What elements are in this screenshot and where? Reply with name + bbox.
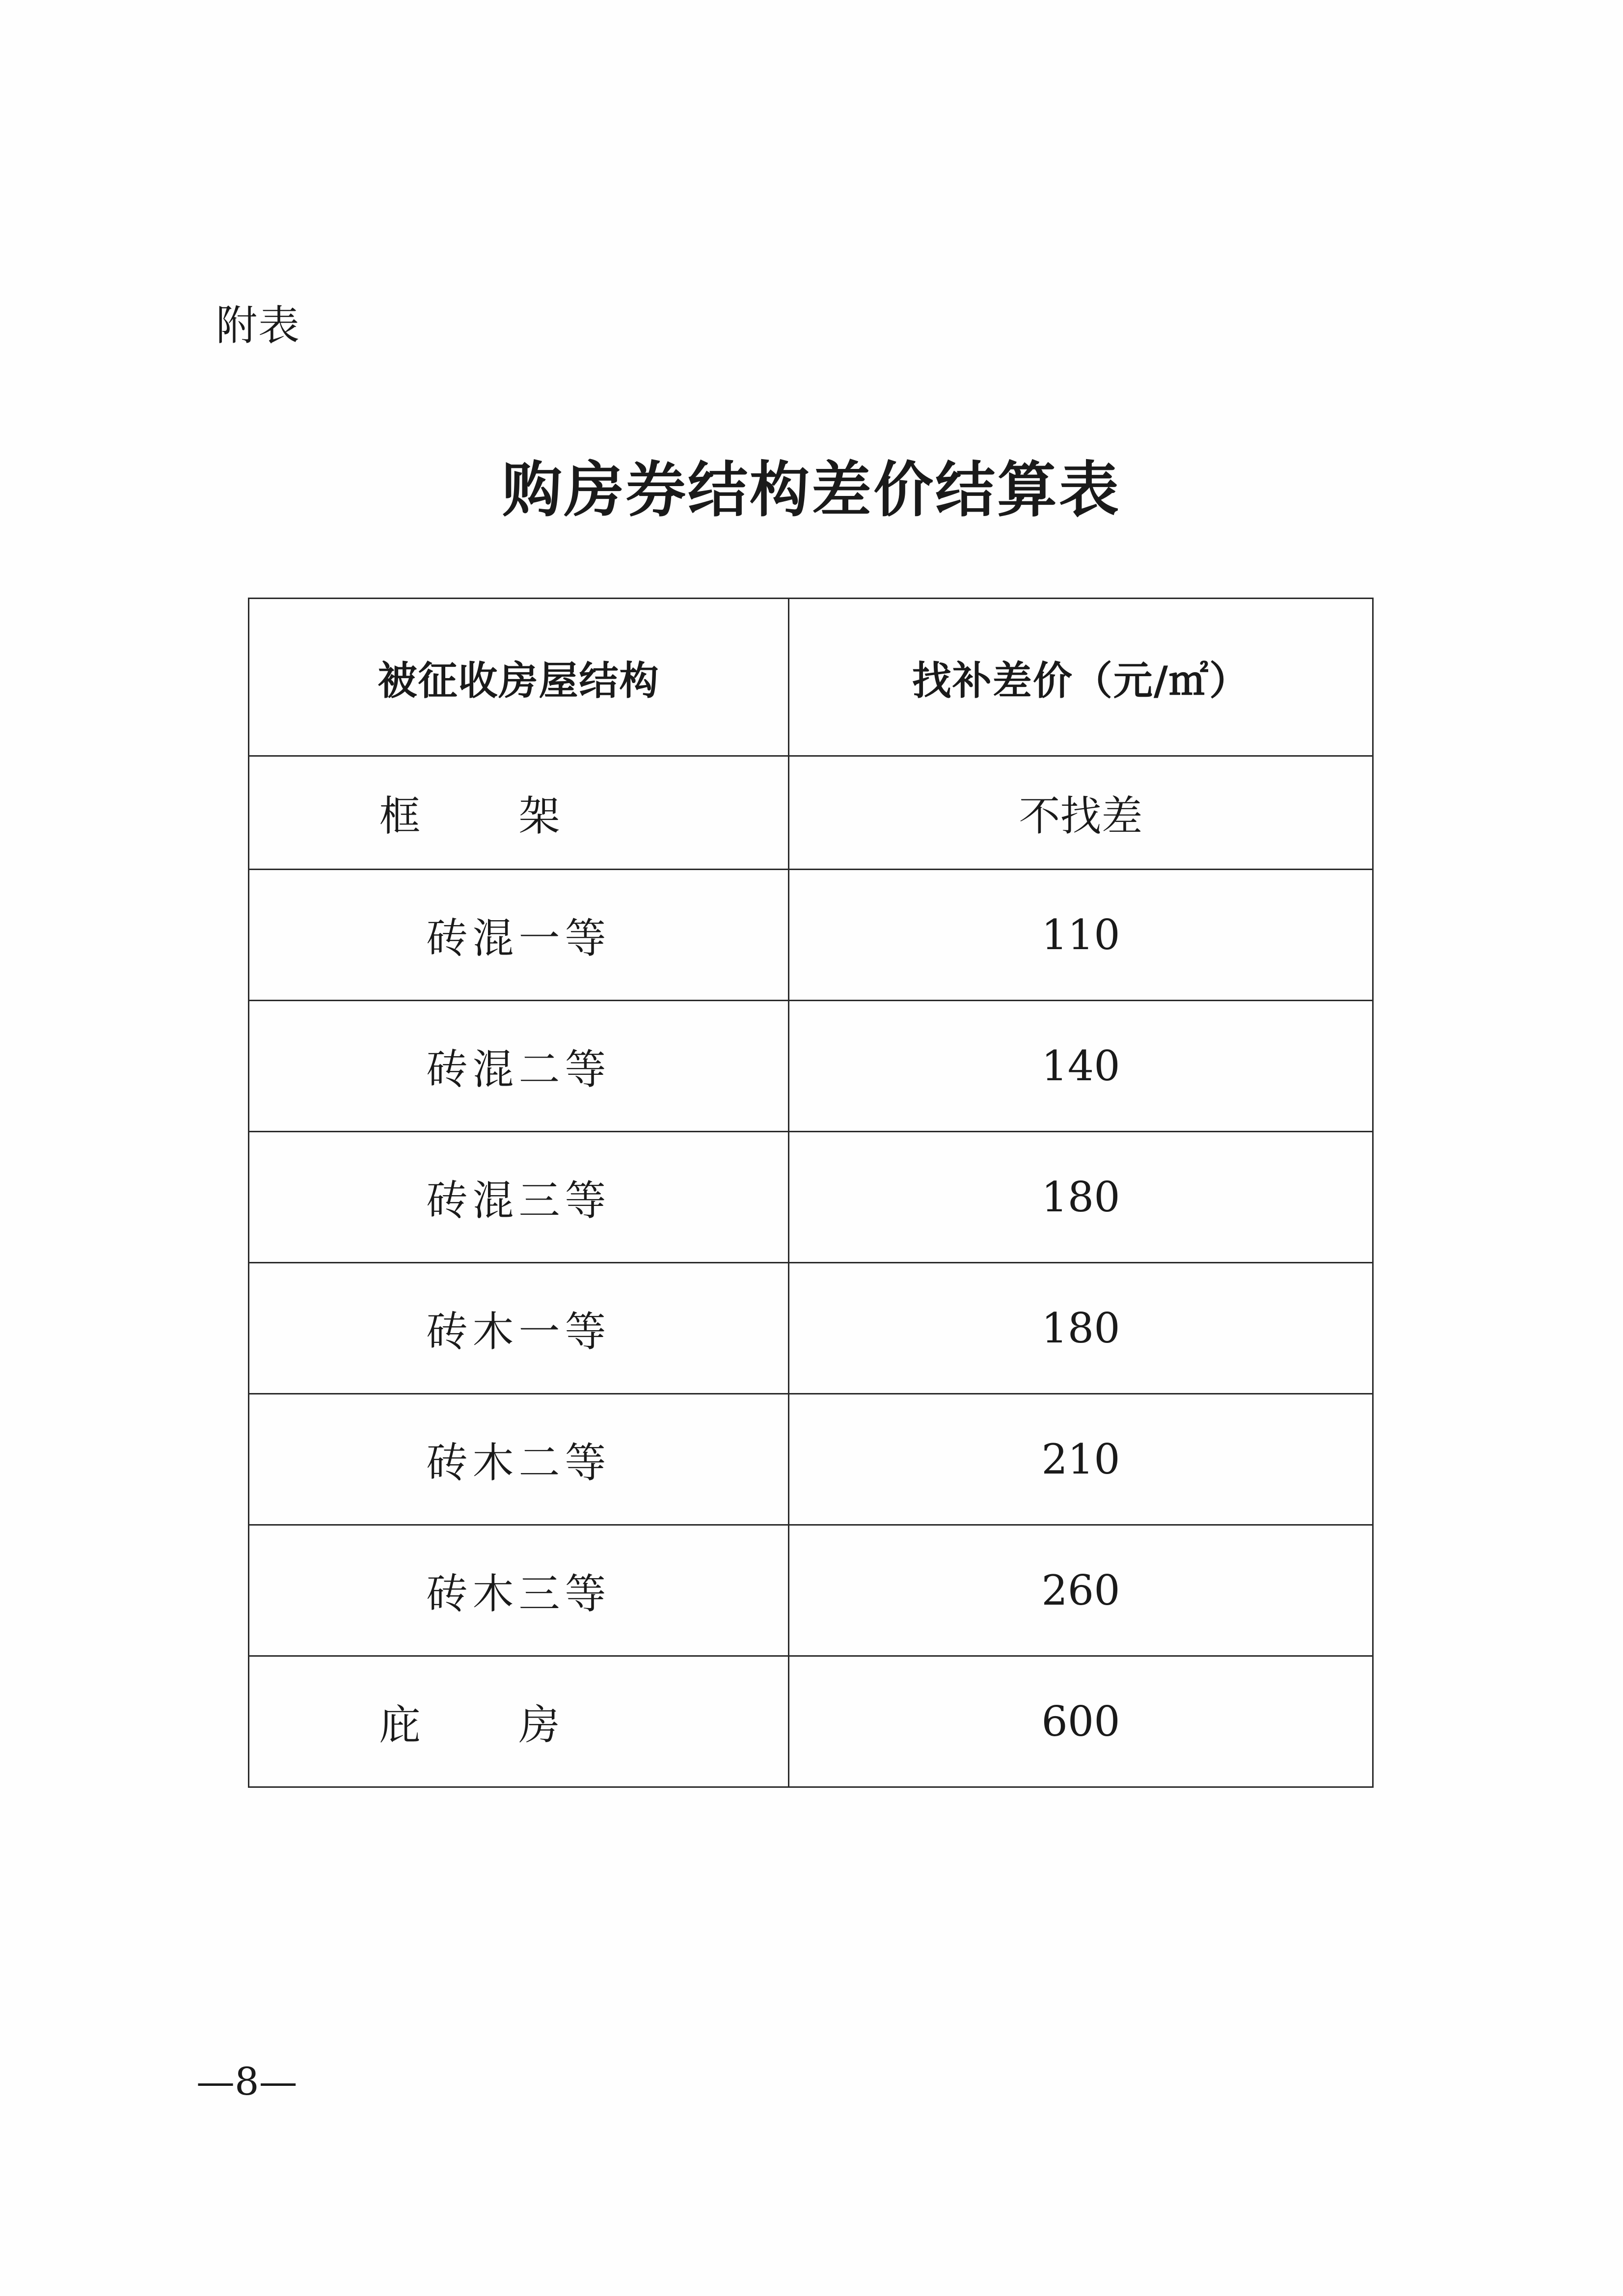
value-cell: 180 — [789, 1132, 1373, 1263]
value-cell: 210 — [789, 1394, 1373, 1525]
table-row — [249, 756, 1373, 870]
value-cell: 180 — [789, 1263, 1373, 1394]
table-row — [249, 1132, 1373, 1263]
value-cell: 600 — [789, 1656, 1373, 1787]
value-cell: 不找差 — [789, 756, 1373, 870]
table-row — [249, 1656, 1373, 1787]
header-structure: 被征收房屋结构 — [249, 599, 789, 756]
value-cell: 140 — [789, 1001, 1373, 1132]
table-header-row — [249, 599, 1373, 756]
value-cell: 260 — [789, 1525, 1373, 1656]
table-row — [249, 1525, 1373, 1656]
structure-cell: 庇房 — [249, 1656, 789, 1787]
structure-cell: 砖混一等 — [249, 870, 789, 1001]
structure-cell: 砖混二等 — [249, 1001, 789, 1132]
price-difference-table — [248, 598, 1374, 1788]
table-row — [249, 1001, 1373, 1132]
document-title: 购房券结构差价结算表 — [502, 454, 1121, 525]
structure-cell: 砖混三等 — [249, 1132, 789, 1263]
annex-label: 附表 — [216, 301, 301, 350]
header-price-difference: 找补差价（元/㎡） — [789, 599, 1373, 756]
table-row — [249, 870, 1373, 1001]
table-row — [249, 1263, 1373, 1394]
page-number: —8— — [196, 2060, 298, 2104]
table-row — [249, 1394, 1373, 1525]
structure-cell: 砖木一等 — [249, 1263, 789, 1394]
structure-cell: 砖木二等 — [249, 1394, 789, 1525]
structure-cell: 砖木三等 — [249, 1525, 789, 1656]
structure-cell: 框架 — [249, 756, 789, 870]
value-cell: 110 — [789, 870, 1373, 1001]
